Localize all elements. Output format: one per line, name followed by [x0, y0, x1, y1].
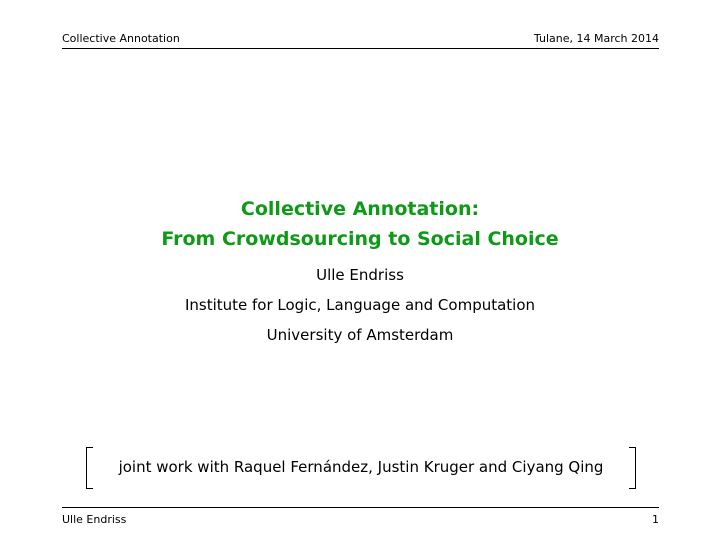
author-affiliation-1: Institute for Logic, Language and Computation — [184, 296, 536, 314]
author-affiliation-2: University of Amsterdam — [266, 326, 454, 344]
header-rule — [62, 48, 659, 49]
footer-author: Ulle Endriss — [62, 513, 127, 526]
header-right-text: Tulane, 14 March 2014 — [533, 32, 659, 45]
joint-work-text: joint work with Raquel Fernández, Justin Kruger and Ciyang Qing — [118, 458, 604, 476]
slide-title — [0, 194, 720, 254]
title-line-2: From Crowdsourcing to Social Choice — [161, 228, 559, 250]
right-bracket — [629, 447, 636, 489]
page-number: 1 — [652, 513, 659, 526]
author-block — [0, 260, 720, 350]
header-left-text: Collective Annotation — [62, 32, 180, 45]
joint-work-note — [86, 447, 636, 487]
title-line-1: Collective Annotation: — [240, 198, 480, 220]
footer-rule — [62, 507, 659, 508]
author-name: Ulle Endriss — [316, 266, 404, 284]
